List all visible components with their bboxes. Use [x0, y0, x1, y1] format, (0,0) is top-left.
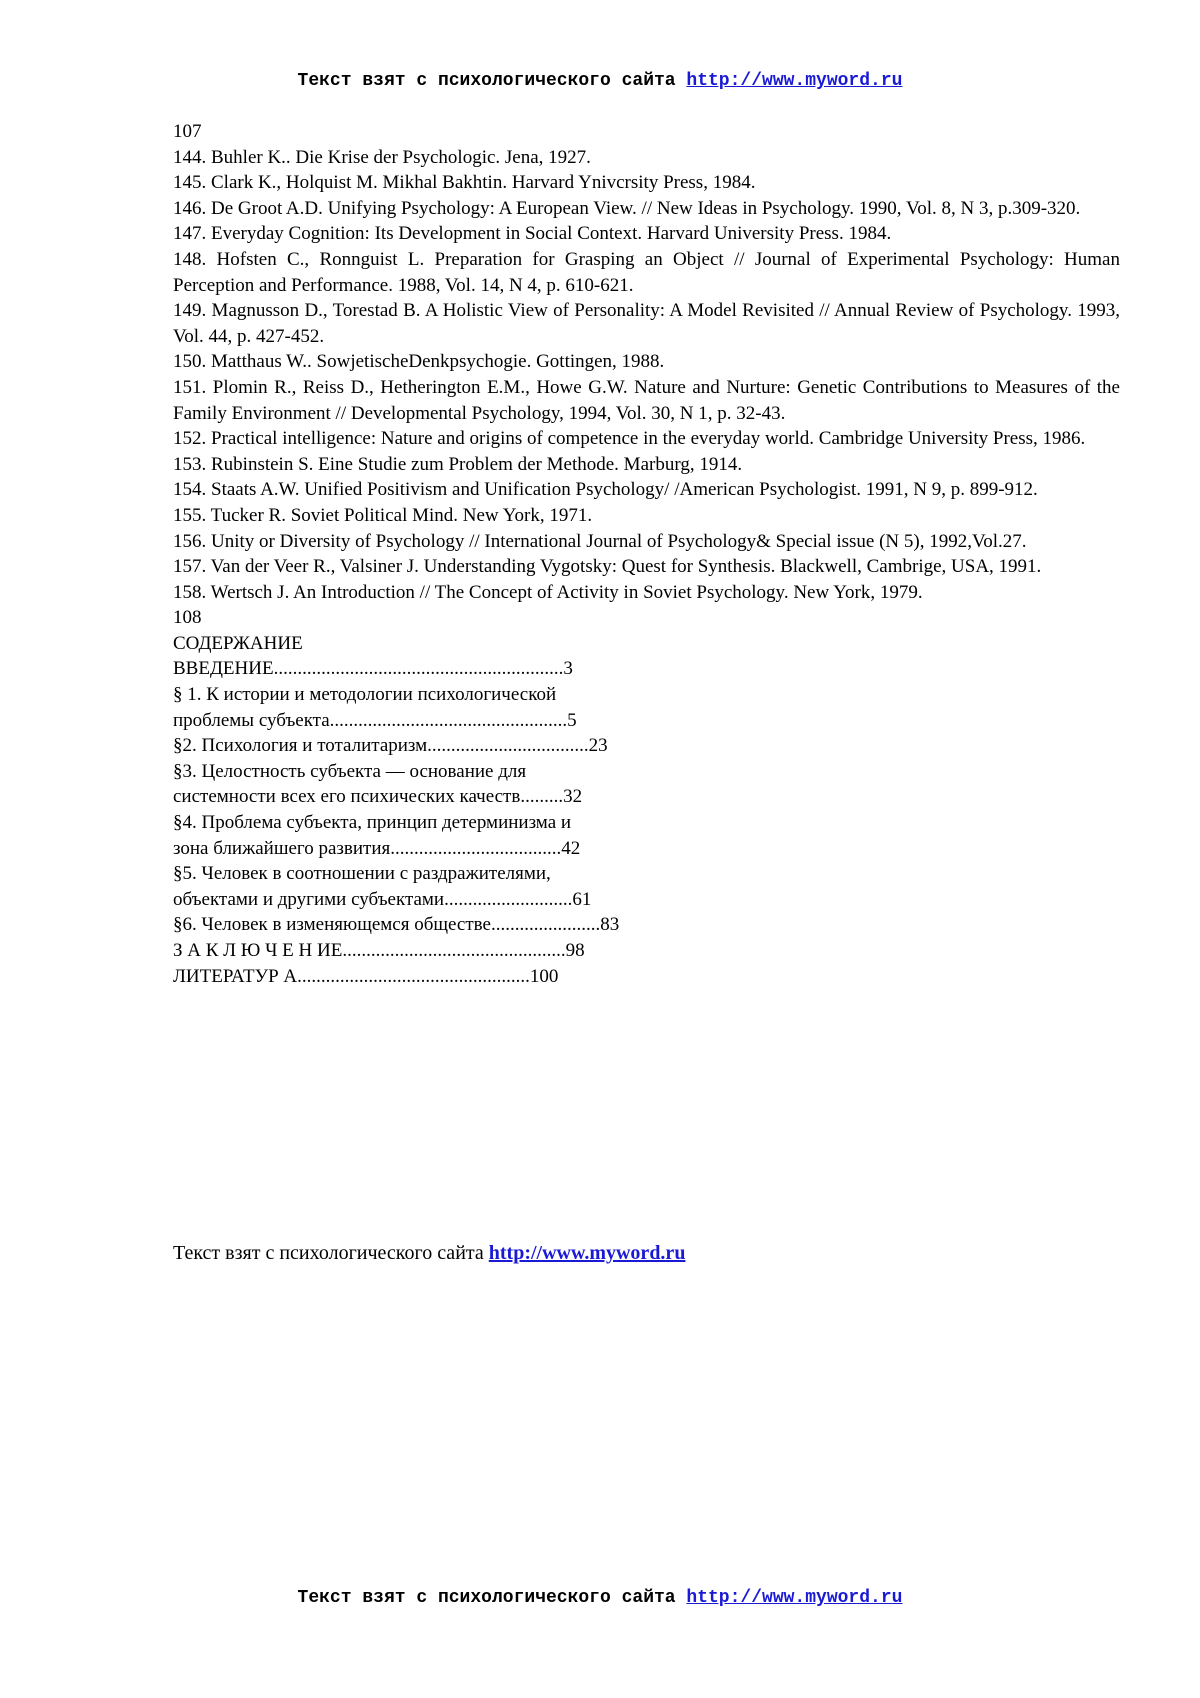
reference-item: 151. Plomin R., Reiss D., Hetherington E.M., Howe G.W. Nature and Nurture: Genetic Contributions to Measures of the Family Environment // Developmental Psychology, 1994, Vol. 30, N 1, p. 32-43.: [173, 376, 1120, 424]
toc-line: проблемы субъекта..................................................5: [173, 709, 577, 731]
reference-item: 157. Van der Veer R., Valsiner J. Understanding Vygotsky: Quest for Synthesis. Blackwell, Cambrige, USA, 1991.: [173, 556, 1042, 578]
toc-line: § 1. К истории и методологии психологической: [173, 684, 557, 706]
toc-line: §6. Человек в изменяющемся обществе.......................83: [173, 914, 620, 936]
toc-line: зона ближайшего развития....................................42: [173, 837, 581, 859]
footer-source-line: [173, 1240, 685, 1266]
toc-title: СОДЕРЖАНИЕ: [173, 632, 303, 654]
toc-line: §2. Психология и тоталитаризм..................................23: [173, 735, 608, 757]
document-body: [173, 119, 1120, 989]
header-text: Текст взят с психологического сайта: [297, 71, 687, 91]
reference-item: 153. Rubinstein S. Eine Studie zum Problem der Methode. Marburg, 1914.: [173, 453, 743, 475]
toc-line: ЛИТЕРАТУР А.................................................100: [173, 965, 559, 987]
reference-item: 154. Staats A.W. Unified Positivism and Unification Psychology/ /American Psychologist. 1991, N 9, p. 899-912.: [173, 479, 1038, 501]
reference-list: [173, 145, 1120, 606]
bottom-watermark-text: Текст взят с психологического сайта: [297, 1588, 687, 1608]
toc-line: §4. Проблема субъекта, принцип детерминизма и: [173, 812, 572, 834]
reference-item: 149. Magnusson D., Torestad B. A Holistic View of Personality: A Model Revisited // Annual Review of Psychology. 1993, Vol. 44, p. 427-452.: [173, 300, 1120, 347]
reference-item: 144. Buhler K.. Die Krise der Psychologic. Jena, 1927.: [173, 146, 591, 168]
reference-item: 146. De Groot A.D. Unifying Psychology: A European View. // New Ideas in Psychology. 1990, Vol. 8, N 3, p.309-320.: [173, 197, 1081, 219]
table-of-contents: [173, 631, 653, 989]
page-number: 108: [173, 607, 202, 629]
toc-line: ВВЕДЕНИЕ.............................................................3: [173, 658, 573, 680]
footer-link[interactable]: http://www.myword.ru: [488, 1242, 686, 1264]
reference-item: 145. Clark K., Holquist M. Mikhal Bakhtin. Harvard Ynivcrsity Press, 1984.: [173, 172, 756, 194]
toc-line: §5. Человек в соотношении с раздражителями,: [173, 863, 551, 885]
toc-line: системности всех его психических качеств.........32: [173, 786, 583, 808]
reference-item: 148. Hofsten C., Ronnguist L. Preparation for Grasping an Object // Journal of Experimental Psychology: Human Perception and Performance. 1988, Vol. 14, N 4, p. 610-621.: [173, 248, 1120, 296]
reference-item: 147. Everyday Cognition: Its Development in Social Context. Harvard University Press. 1984.: [173, 223, 892, 245]
header-watermark: [0, 70, 1200, 92]
toc-line: §3. Целостность субъекта — основание для: [173, 760, 527, 782]
toc-line: З А К Л Ю Ч Е Н ИЕ...............................................98: [173, 940, 585, 961]
bottom-watermark: [0, 1587, 1200, 1609]
page-number: 107: [173, 121, 202, 142]
footer-text: Текст взят с психологического сайта: [173, 1242, 489, 1264]
reference-item: 155. Tucker R. Soviet Political Mind. New York, 1971.: [173, 504, 593, 526]
reference-item: 156. Unity or Diversity of Psychology // International Journal of Psychology& Special issue (N 5), 1992,Vol.27.: [173, 530, 1027, 552]
reference-item: 152. Practical intelligence: Nature and origins of competence in the everyday world. Cambridge University Press, 1986.: [173, 428, 1086, 450]
toc-line: объектами и другими субъектами...........................61: [173, 888, 592, 910]
reference-item: 150. Matthaus W.. SowjetischeDenkpsychogie. Gottingen, 1988.: [173, 351, 665, 373]
reference-item: 158. Wertsch J. An Introduction // The Concept of Activity in Soviet Psychology. New York, 1979.: [173, 581, 923, 603]
bottom-watermark-link[interactable]: http://www.myword.ru: [686, 1588, 903, 1608]
header-link[interactable]: http://www.myword.ru: [686, 71, 903, 91]
